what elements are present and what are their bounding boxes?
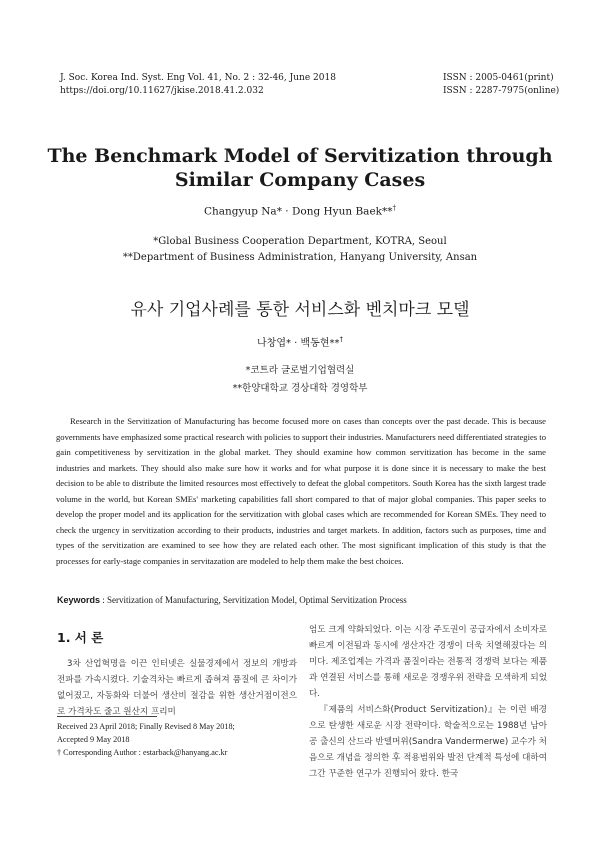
received-date: Received 23 April 2018; Finally Revised 8 May 2018;: [57, 722, 235, 731]
right-column-paragraph: 엄도 크게 약화되었다. 이는 시장 주도권이 공급자에서 소비자로 빠르게 이전됨과 동시에 생산자간 경쟁이 더욱 치열해졌다는 의미다. 제조업계는 가격과 품질이라는 전통적 경쟁력 보다는 제품과 연결된 서비스를 통해 새로운 경쟁우위 전략을 모색하게 되었다.: [309, 625, 547, 699]
accepted-date: Accepted 9 May 2018: [57, 735, 130, 744]
korean-title: 유사 기업사례를 통한 서비스화 벤치마크 모델: [130, 300, 470, 320]
doi-link[interactable]: https://doi.org/10.11627/jkise.2018.41.2.032: [60, 86, 264, 96]
korean-affiliation-2: **한양대학교 경상대학 경영학부: [232, 383, 368, 394]
corresponding-mark: †: [392, 204, 397, 212]
journal-header: [60, 72, 336, 98]
affiliation-1: *Global Business Cooperation Department, KOTRA, Seoul: [153, 236, 447, 247]
korean-corresponding-mark: †: [339, 335, 343, 344]
section-heading-introduction: 1. 서 론: [57, 630, 104, 645]
issn-online: ISSN : 2287-7975(online): [443, 86, 560, 96]
authors-text: Changyup Na* · Dong Hyun Baek**: [203, 205, 393, 218]
issn-block: [443, 72, 559, 98]
abstract: Research in the Servitization of Manufacturing has become focused more on cases than concepts over the past decade. This is because governments have emphasized some practical research with policies to support their industries. Manufacturers need differentiated strategies to gain competitiveness by servitization in the global market. They should examine how common servitization has become in the same industries and markets. They should also make sure how it works and for what purpose it is done since it is necessary to make the best decision to be able to distribute the limited resources most effectively to defeat the global competitors. South Korea has the sixth largest trade volume in the world, but Korean SMEs' marketing capabilities fall short compared to that of major global companies. This paper seeks to develop the proper model and its application for the servitization with global cases which are recommended for Korean SMEs. They need to check the urgency in servitization according to their products, industries and target markets. In addition, factors such as purposes, time and types of the servitization are examined to see how they are related each other. The most significant implication of this study is that the processes for early-stage companies in servitazation are modeled to help them make the best choices.: [56, 416, 546, 566]
footnotes: [57, 720, 297, 759]
footnote-divider: [57, 716, 157, 717]
author-list: [0, 204, 600, 218]
issn-print: ISSN : 2005-0461(print): [443, 73, 554, 83]
right-column-body: [309, 622, 547, 782]
affiliation-2: **Department of Business Administration, Hanyang University, Ansan: [122, 252, 478, 263]
keywords-line: [57, 595, 547, 605]
korean-authors-text: 나창엽* · 백동현**: [257, 338, 340, 349]
korean-author-list: [0, 334, 600, 349]
left-column-body: 3차 산업혁명을 이끈 인터넷은 실물경제에서 정보의 개방과 전파를 가속시켰다. 기술격차는 빠르게 좁혀져 품질에 큰 차이가 없어졌고, 자동화와 더불어 생산비 절감을 위한 생산거점이전으로 가격차도 줄고 원산지 프리미: [57, 659, 297, 717]
journal-citation: J. Soc. Korea Ind. Syst. Eng Vol. 41, No. 2 : 32-46, June 2018: [60, 73, 336, 83]
right-column-paragraph: 『제품의 서비스화(Product Servitization)』는 이런 배경으로 탄생한 새로운 시장 전략이다. 학술적으로는 1988년 남아공 출신의 산드라 반델머위(Sandra Vandermerwe) 교수가 처음으로 개념을 정의한 후 적용범위와 발전 단계적 특성에 대하여 그간 꾸준한 연구가 진행되어 왔다. 한국: [309, 705, 547, 779]
title-line-1: The Benchmark Model of Servitization through: [47, 145, 553, 167]
keywords-label: Keywords: [57, 595, 101, 605]
corresponding-author: † Corresponding Author : estarback@hanyang.ac.kr: [57, 748, 228, 757]
paper-title: [0, 144, 600, 192]
korean-affiliation-1: *코트라 글로벌기업협력실: [245, 365, 355, 376]
keywords-text: : Servitization of Manufacturing, Servitization Model, Optimal Servitization Process: [100, 595, 407, 605]
title-line-2: Similar Company Cases: [174, 169, 426, 191]
